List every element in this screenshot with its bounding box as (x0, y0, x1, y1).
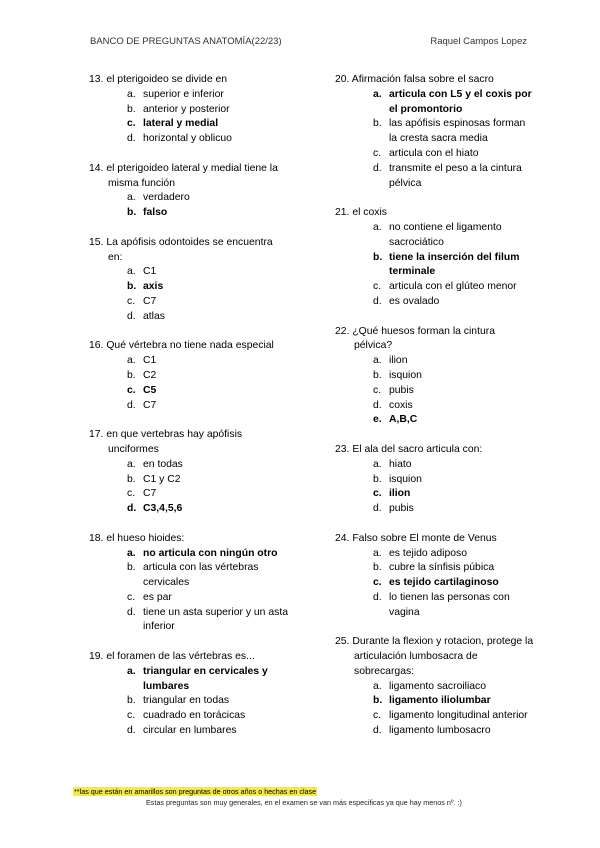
option-letter: d. (373, 399, 382, 411)
answer-option-correct (89, 117, 289, 132)
answer-option (89, 709, 289, 724)
answer-option-correct (89, 280, 289, 295)
option-text: horizontal y oblicuo (143, 133, 232, 145)
option-letter: d. (127, 725, 136, 737)
option-text: falso (143, 207, 168, 219)
option-letter: b. (127, 473, 136, 485)
question-stem: 18. el hueso hioides: (89, 532, 185, 544)
option-letter: c. (127, 384, 136, 396)
option-text: articula con L5 y el coxis por el promontorio (389, 88, 532, 115)
answer-option (89, 295, 289, 310)
option-text: hiato (389, 458, 412, 470)
answer-option (89, 458, 289, 473)
option-letter: b. (127, 103, 136, 115)
option-text: las apófisis espinosas forman la cresta sacra media (389, 118, 526, 145)
question-block (335, 325, 535, 429)
question-block (335, 635, 535, 739)
option-text: isquion (389, 473, 422, 485)
answer-option (335, 221, 535, 251)
option-letter: b. (127, 695, 136, 707)
question-stem: 23. El ala del sacro articula con: (335, 443, 483, 455)
option-letter: c. (127, 710, 136, 722)
option-letter: a. (373, 680, 382, 692)
answer-option-correct (335, 88, 535, 118)
option-letter: a. (127, 547, 136, 559)
answer-option (335, 369, 535, 384)
answer-option (89, 399, 289, 414)
answer-option (335, 354, 535, 369)
option-letter: a. (127, 192, 136, 204)
question-stem: 17. en que vertebras hay apófisis unciformes (89, 429, 243, 455)
answer-option (335, 502, 535, 517)
option-text: tiene un asta superior y un asta inferior (143, 606, 288, 633)
answer-option-correct (89, 502, 289, 517)
answer-option (89, 191, 289, 206)
option-letter: b. (127, 562, 136, 574)
option-text: es ovalado (389, 295, 440, 307)
answer-option (335, 547, 535, 562)
author-name: Raquel Campos Lopez (430, 36, 527, 47)
answer-option (89, 265, 289, 280)
answer-option (335, 147, 535, 162)
answer-option-correct (335, 576, 535, 591)
option-text: cubre la sínfisis púbica (389, 562, 495, 574)
option-letter: d. (127, 133, 136, 145)
question-stem: 24. Falso sobre El monte de Venus (335, 532, 497, 544)
option-text: es tejido cartilaginoso (389, 577, 499, 589)
answer-option-correct (335, 487, 535, 502)
answer-option (89, 103, 289, 118)
option-text: cuadrado en torácicas (143, 710, 246, 722)
answer-option (89, 88, 289, 103)
option-letter: d. (373, 591, 382, 603)
option-letter: d. (127, 606, 136, 618)
option-letter: c. (373, 577, 382, 589)
general-note: Estas preguntas son muy generales, en el examen se van más especificas ya que hay menos nº. :) (146, 798, 462, 807)
question-block (89, 236, 289, 325)
answer-option (335, 473, 535, 488)
option-letter: d. (373, 503, 382, 515)
option-text: isquion (389, 369, 422, 381)
question-block (89, 428, 289, 517)
option-letter: a. (127, 458, 136, 470)
answer-option (335, 280, 535, 295)
option-text: ligamento iliolumbar (389, 695, 491, 707)
option-letter: c. (127, 295, 136, 307)
option-text: no contiene el ligamento sacrociático (389, 221, 502, 248)
option-text: C7 (143, 399, 157, 411)
question-block (89, 532, 289, 636)
option-letter: c. (127, 488, 136, 500)
option-text: C1 y C2 (143, 473, 181, 485)
option-letter: b. (373, 251, 383, 263)
question-stem: 15. La apófisis odontoides se encuentra en: (89, 236, 273, 263)
option-text: coxis (389, 399, 413, 411)
option-text: ligamento lumbosacro (389, 725, 491, 737)
question-stem: 22. ¿Qué huesos forman la cintura pélvica? (335, 325, 495, 352)
page-footer (73, 787, 462, 807)
answer-option-correct (89, 384, 289, 399)
option-text: ilion (389, 355, 408, 367)
document-title: BANCO DE PREGUNTAS ANATOMÍA(22/23) (90, 36, 282, 47)
question-block (335, 532, 535, 621)
option-text: no articula con ningún otro (143, 547, 278, 559)
option-letter: b. (127, 369, 136, 381)
option-letter: d. (373, 295, 382, 307)
option-text: es tejido adiposo (389, 547, 467, 559)
question-block (335, 206, 535, 310)
option-letter: b. (127, 281, 137, 293)
option-text: C1 (143, 266, 157, 278)
option-letter: a. (127, 665, 136, 677)
answer-option (335, 384, 535, 399)
question-stem: 25. Durante la flexion y rotacion, protege la articulación lumbosacra de sobrecargas: (335, 636, 534, 677)
highlight-note: **las que están en amarillos son preguntas de otros años o hechas en clase (74, 787, 317, 796)
option-text: ligamento longitudinal anterior (389, 710, 528, 722)
answer-option (335, 117, 535, 147)
answer-option (335, 709, 535, 724)
option-text: C5 (143, 384, 157, 396)
option-letter: c. (373, 281, 382, 293)
option-letter: c. (373, 710, 382, 722)
answer-option-correct (89, 547, 289, 562)
question-stem: 20. Afirmación falsa sobre el sacro (335, 74, 494, 85)
option-letter: c. (373, 488, 382, 500)
option-text: C1 (143, 355, 157, 367)
option-text: A,B,C (389, 414, 418, 426)
option-letter: d. (127, 399, 136, 411)
answer-option (335, 295, 535, 310)
option-text: circular en lumbares (143, 725, 237, 737)
option-text: articula con las vértebras cervicales (143, 562, 259, 589)
option-text: en todas (143, 458, 183, 470)
question-block (335, 443, 535, 517)
question-block (89, 650, 289, 739)
answer-option-correct (335, 251, 535, 281)
answer-option (335, 591, 535, 621)
option-text: lo tienen las personas con vagina (389, 591, 510, 618)
answer-option (335, 561, 535, 576)
option-text: ilion (389, 488, 411, 500)
option-text: axis (143, 281, 164, 293)
option-text: lateral y medial (143, 118, 219, 130)
question-stem: 21. el coxis (335, 207, 387, 219)
option-letter: b. (373, 118, 382, 130)
option-text: C7 (143, 295, 157, 307)
question-block (89, 73, 289, 147)
option-text: es par (143, 591, 172, 603)
answer-option (89, 354, 289, 369)
answer-option-correct (89, 206, 289, 221)
answer-option (89, 694, 289, 709)
option-letter: a. (373, 355, 382, 367)
option-text: pubis (389, 384, 414, 396)
option-letter: c. (373, 147, 382, 159)
option-letter: a. (127, 355, 136, 367)
option-text: ligamento sacroiliaco (389, 680, 487, 692)
option-text: articula con el glúteo menor (389, 281, 517, 293)
answer-option-correct (89, 665, 289, 695)
option-text: pubis (389, 503, 414, 515)
option-text: articula con el hiato (389, 147, 479, 159)
option-letter: d. (373, 162, 382, 174)
option-text: C3,4,5,6 (143, 503, 183, 515)
left-question-column (89, 73, 289, 754)
option-text: anterior y posterior (143, 103, 230, 115)
option-text: superior e inferior (143, 88, 224, 100)
question-stem: 19. el foramen de las vértebras es... (89, 651, 255, 663)
option-letter: b. (373, 473, 382, 485)
right-question-column (335, 73, 535, 754)
option-text: atlas (143, 310, 165, 322)
option-letter: b. (127, 207, 137, 219)
option-letter: a. (373, 547, 382, 559)
answer-option-correct (335, 413, 535, 428)
question-block (89, 339, 289, 413)
option-letter: b. (373, 562, 382, 574)
answer-option (89, 487, 289, 502)
answer-option (89, 606, 289, 636)
answer-option (89, 473, 289, 488)
option-text: C2 (143, 369, 157, 381)
answer-option (89, 591, 289, 606)
option-text: transmite el peso a la cintura pélvica (389, 162, 522, 189)
option-text: triangular en todas (143, 695, 230, 707)
option-letter: d. (127, 503, 137, 515)
option-letter: a. (373, 221, 382, 233)
answer-option (335, 680, 535, 695)
option-letter: b. (373, 369, 382, 381)
option-letter: b. (373, 695, 383, 707)
option-letter: d. (373, 725, 382, 737)
question-stem: 14. el pterigoideo lateral y medial tiene la misma función (89, 162, 278, 189)
answer-option (89, 369, 289, 384)
option-letter: c. (127, 591, 136, 603)
answer-option (335, 399, 535, 414)
question-stem: 13. el pterigoideo se divide en (89, 74, 228, 85)
answer-option (89, 561, 289, 591)
answer-option-correct (335, 694, 535, 709)
answer-option (89, 724, 289, 739)
answer-option (89, 132, 289, 147)
question-block (89, 162, 289, 221)
answer-option (335, 724, 535, 739)
option-letter: a. (127, 88, 136, 100)
option-text: verdadero (143, 192, 190, 204)
option-text: triangular en cervicales y lumbares (143, 665, 268, 692)
answer-option (335, 458, 535, 473)
option-letter: a. (127, 266, 136, 278)
option-letter: a. (373, 458, 382, 470)
answer-option (89, 310, 289, 325)
option-text: tiene la inserción del filum terminale (389, 251, 520, 278)
option-letter: c. (127, 118, 136, 130)
option-letter: a. (373, 88, 382, 100)
option-text: C7 (143, 488, 157, 500)
question-block (335, 73, 535, 191)
answer-option (335, 162, 535, 192)
option-letter: e. (373, 414, 382, 426)
option-letter: c. (373, 384, 382, 396)
option-letter: d. (127, 310, 136, 322)
question-stem: 16. Qué vértebra no tiene nada especial (89, 340, 274, 352)
